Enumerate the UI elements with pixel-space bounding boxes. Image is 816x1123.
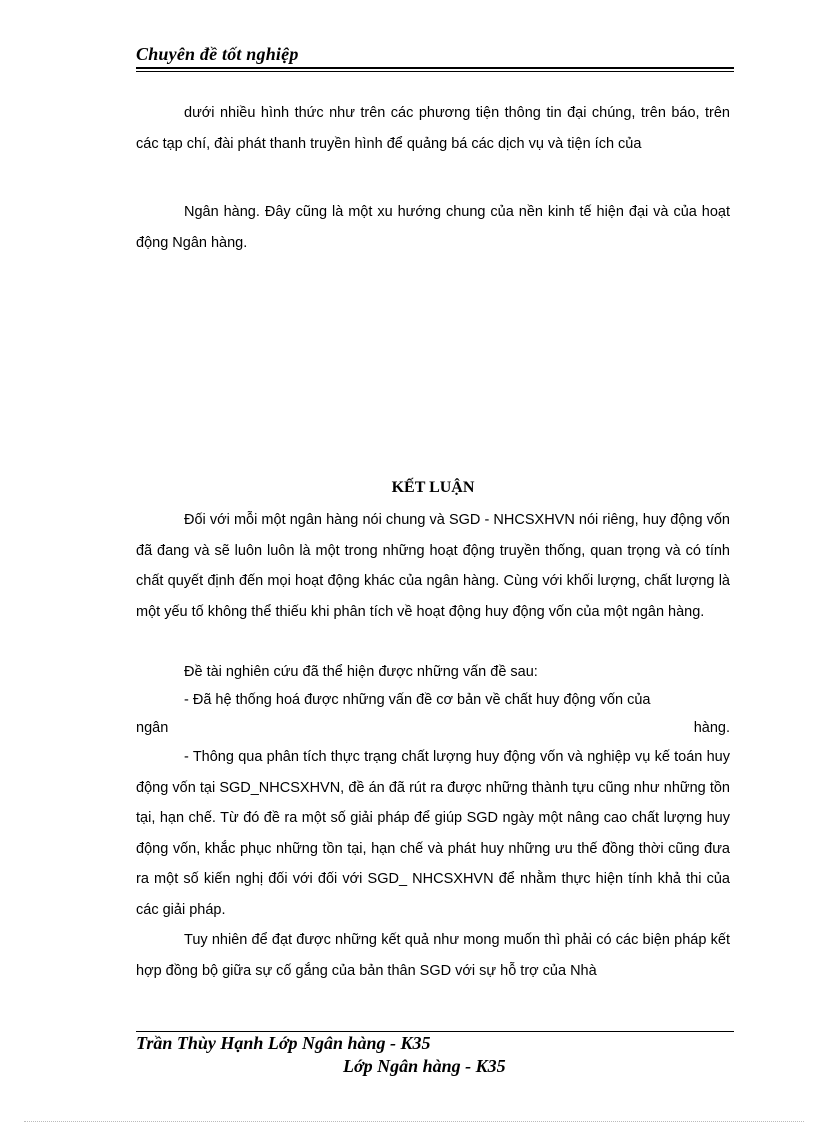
paragraph-6: - Thông qua phân tích thực trạng chất lượng huy động vốn và nghiệp vụ kế toán huy động vốn tại SGD_NHCSXHVN, đề án đã rút ra được những thành tựu cũng như những tồn tại, hạn chế. Từ đó đề ra một số giải pháp để giúp SGD ngày một nâng cao chất lượng huy động vốn, khắc phục những tồn tại, hạn chế và phát huy những ưu thế đồng thời cũng đưa ra một số kiến nghị đối với đối với SGD_ NHCSXHVN để nhằm thực hiện tính khả thi của các giải pháp. bbox=[136, 749, 730, 918]
footer-rule bbox=[136, 1031, 734, 1032]
paragraph-2: Ngân hàng. Đây cũng là một xu hướng chung của nền kinh tế hiện đại và của hoạt động Ngân hàng. bbox=[136, 204, 730, 251]
split-word-right: hàng. bbox=[693, 720, 730, 736]
paragraph-5-line: - Đã hệ thống hoá được những vấn đề cơ bản về chất huy động vốn của bbox=[184, 692, 651, 708]
footer-author-class: Trần Thùy Hạnh Lớp Ngân hàng - K35 bbox=[136, 1033, 431, 1053]
page-header-title: Chuyên đề tốt nghiệp bbox=[136, 44, 299, 64]
header-rule-thick bbox=[136, 67, 734, 69]
page-edge-dotted bbox=[24, 1121, 804, 1122]
header-rule-thin bbox=[136, 71, 734, 72]
paragraph-5-split-line bbox=[136, 713, 730, 744]
paragraph-4: Đề tài nghiên cứu đã thể hiện được những vấn đề sau: bbox=[184, 664, 538, 680]
paragraph-1: dưới nhiều hình thức như trên các phương tiện thông tin đại chúng, trên báo, trên các tạp chí, đài phát thanh truyền hình để quảng bá các dịch vụ và tiện ích của bbox=[136, 105, 730, 152]
split-word-left: ngân bbox=[136, 720, 169, 736]
footer-class: Lớp Ngân hàng - K35 bbox=[343, 1056, 506, 1076]
paragraph-7: Tuy nhiên để đạt được những kết quả như mong muốn thì phải có các biện pháp kết hợp đồng bộ giữa sự cố gắng của bản thân SGD với sự hỗ trợ của Nhà bbox=[136, 932, 730, 979]
paragraph-3: Đối với mỗi một ngân hàng nói chung và SGD - NHCSXHVN nói riêng, huy động vốn đã đang và sẽ luôn luôn là một trong những hoạt động truyền thống, quan trọng và có tính chất quyết định đến mọi hoạt động khác của ngân hàng. Cùng với khối lượng, chất lượng là một yếu tố không thể thiếu khi phân tích về hoạt động huy động vốn của một ngân hàng. bbox=[136, 512, 730, 620]
section-heading: KẾT LUẬN bbox=[391, 479, 475, 496]
